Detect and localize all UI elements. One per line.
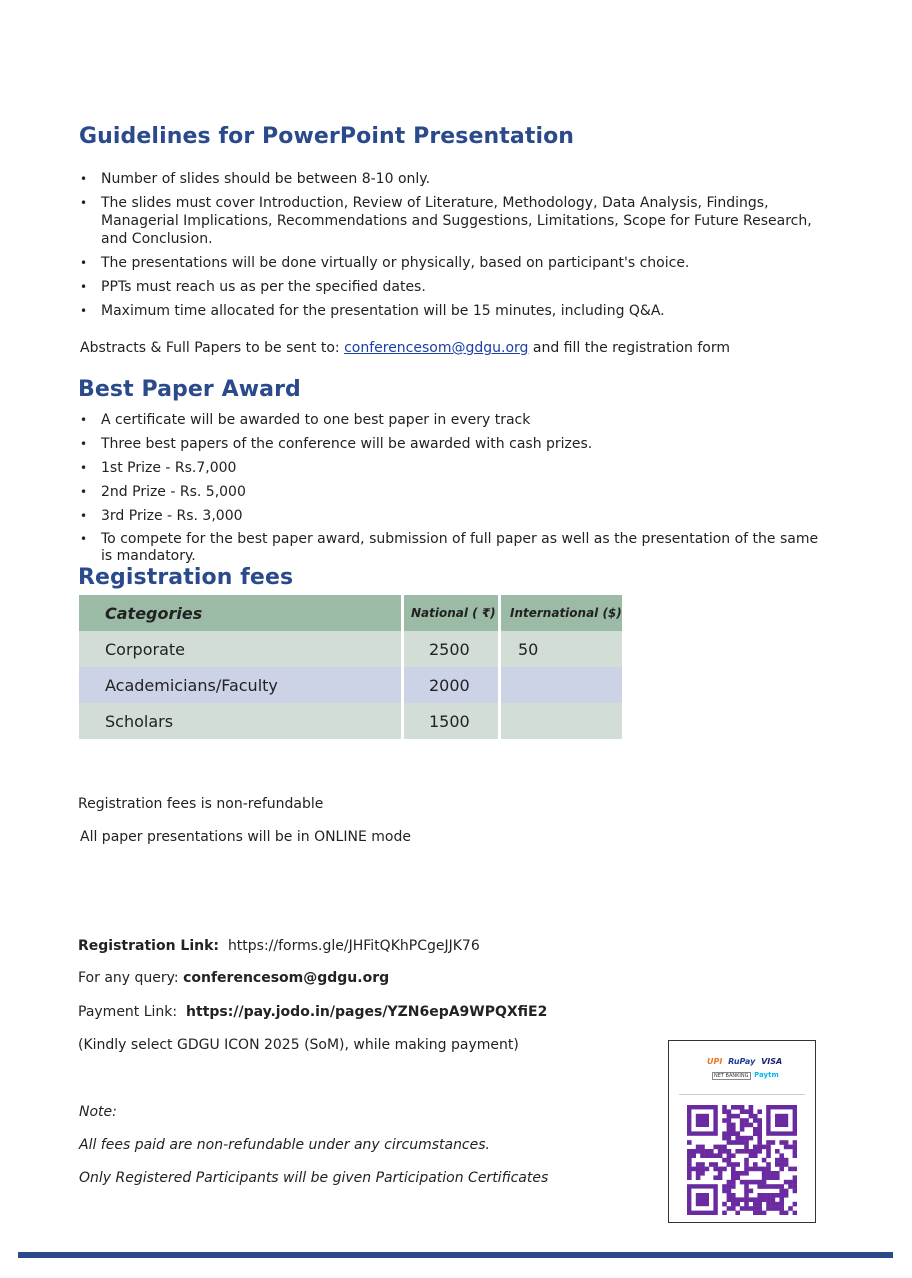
submission-prefix: Abstracts & Full Papers to be sent to: xyxy=(80,340,345,356)
cell-category: Scholars xyxy=(79,703,401,739)
cell-international: 50 xyxy=(498,631,622,667)
cell-international xyxy=(498,703,622,739)
note-line-1: All fees paid are non-refundable under any circumstances. xyxy=(79,1137,490,1153)
online-mode-note: All paper presentations will be in ONLINE mode xyxy=(80,829,411,845)
cell-national: 1500 xyxy=(401,703,498,739)
table-header-row xyxy=(79,595,622,631)
list-item: • Three best papers of the conference will be awarded with cash prizes. xyxy=(80,435,820,453)
note-label: Note: xyxy=(79,1104,117,1120)
payment-url[interactable]: https://pay.jodo.in/pages/YZN6epA9WPQXfiE2 xyxy=(186,1004,548,1020)
cell-national: 2000 xyxy=(401,667,498,703)
payment-link-line xyxy=(78,1004,547,1020)
award-list xyxy=(80,411,820,571)
fees-heading: Registration fees xyxy=(78,565,294,590)
netbanking-logo: NET BANKING xyxy=(714,1073,749,1079)
upi-logo: UPI xyxy=(707,1057,723,1066)
note-line-2: Only Registered Participants will be given Participation Certificates xyxy=(79,1170,549,1186)
divider xyxy=(679,1094,805,1095)
payment-qr-code xyxy=(687,1105,797,1215)
award-heading: Best Paper Award xyxy=(78,377,301,402)
payment-logos-row-2 xyxy=(712,1071,779,1079)
list-item: • Number of slides should be between 8-10 only. xyxy=(80,170,820,188)
list-item: • A certificate will be awarded to one best paper in every track xyxy=(80,411,820,429)
list-item: • To compete for the best paper award, submission of full paper as well as the presentation of the same is mandatory. xyxy=(80,531,820,565)
header-international: International ($) xyxy=(498,595,622,631)
cell-category: Corporate xyxy=(79,631,401,667)
paytm-logo: Paytm xyxy=(754,1071,779,1079)
visa-logo: VISA xyxy=(761,1057,783,1066)
list-item: • The presentations will be done virtually or physically, based on participant's choice. xyxy=(80,254,820,272)
list-item: • PPTs must reach us as per the specified dates. xyxy=(80,278,820,296)
registration-url[interactable]: https://forms.gle/JHFitQKhPCgeJJK76 xyxy=(227,938,480,954)
header-categories: Categories xyxy=(79,595,401,631)
registration-label: Registration Link: xyxy=(78,938,220,954)
guidelines-list xyxy=(80,170,820,326)
cell-category: Academicians/Faculty xyxy=(79,667,401,703)
submission-suffix: and fill the registration form xyxy=(528,340,731,356)
submission-line xyxy=(80,340,730,356)
table-row xyxy=(79,703,622,739)
cell-international xyxy=(498,667,622,703)
nonrefundable-note: Registration fees is non-refundable xyxy=(78,796,324,812)
query-email[interactable]: conferencesom@gdgu.org xyxy=(183,970,390,986)
table-row xyxy=(79,667,622,703)
list-item: • 2nd Prize - Rs. 5,000 xyxy=(80,483,820,501)
payment-instruction: (Kindly select GDGU ICON 2025 (SoM), while making payment) xyxy=(78,1037,519,1053)
list-item: • 3rd Prize - Rs. 3,000 xyxy=(80,507,820,525)
payment-logos-row-1 xyxy=(707,1057,782,1066)
payment-label: Payment Link: xyxy=(78,1004,182,1020)
guidelines-heading: Guidelines for PowerPoint Presentation xyxy=(79,124,575,149)
registration-link-line xyxy=(78,938,480,954)
cell-national: 2500 xyxy=(401,631,498,667)
rupay-logo: RuPay xyxy=(728,1057,756,1066)
payment-qr-card xyxy=(668,1040,816,1223)
query-label: For any query: xyxy=(78,970,184,986)
table-row xyxy=(79,631,622,667)
fees-table xyxy=(79,595,622,739)
header-national: National ( ₹) xyxy=(401,595,498,631)
query-line xyxy=(78,970,389,986)
submission-email-link[interactable]: conferencesom@gdgu.org xyxy=(344,340,529,356)
list-item: • 1st Prize - Rs.7,000 xyxy=(80,459,820,477)
list-item: • Maximum time allocated for the presentation will be 15 minutes, including Q&A. xyxy=(80,302,820,320)
footer-bar xyxy=(18,1252,893,1258)
list-item: • The slides must cover Introduction, Review of Literature, Methodology, Data Analysis, Findings, Managerial Implications, Recommendations and Suggestions, Limitations, Scope for Future Research, and Conclusion. xyxy=(80,194,820,248)
